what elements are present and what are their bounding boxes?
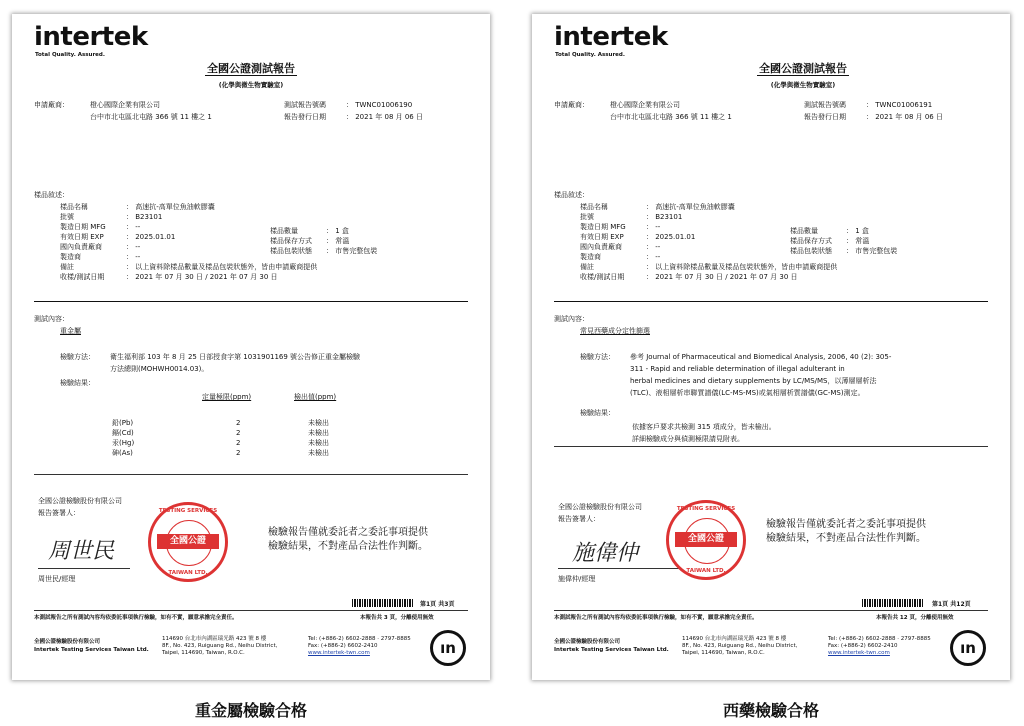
method-line: herbal medicines and dietary supplements by LC/MS/MS，以薄層層析法 [630,377,877,385]
divider [554,610,988,611]
method-line: 方法總則(MOHWH0014.03)。 [110,365,209,373]
report-date: ： 2021 年 08 月 06 日 [866,113,943,121]
method-line: (TLC)、液相層析串聯質譜儀(LC-MS-MS)或氣相層析質譜儀(GC-MS)測定。 [630,389,865,397]
divider [34,610,468,611]
sample-row: 收樣/測試日期 ： 2021 年 07 月 30 日 / 2021 年 07 月 30 日 [60,273,278,281]
method-line: 311 - Rapid and reliable determination of illegal adulterant in [630,365,845,373]
footer-contact [308,636,411,657]
western-drug-report [532,14,1010,680]
sample-row: 批號 ： B23101 [580,213,683,221]
signature: 施偉仲 [572,541,639,566]
company-en: Intertek Testing Services Taiwan Ltd. [554,647,669,653]
page-number: 第1頁 共12頁 [932,601,971,608]
signature-line [558,568,680,569]
address-cn: 114690 台北市內湖區瑞光路 423 號 8 樓 [162,636,267,642]
divider [34,301,468,302]
stamp-ring-text: TESTING SERVICES [158,508,218,514]
sample-side-table [790,226,897,256]
sample-side-row: 樣品數量 ： 1 盒 [270,227,349,235]
table-row: 鎘(Cd) 2 未檢出 [112,429,329,437]
results-table [112,418,329,458]
address-en: 8F., No. 423, Ruiguang Rd., Neihu District, [682,643,798,649]
footer-address [682,636,797,657]
signer-label: 報告簽署人： [558,515,600,523]
telephone: Tel: (+886-2) 6602-2888 · 2797-8885 [828,636,931,642]
report-no: ： TWNC01006190 [346,101,413,109]
sample-row: 有效日期 EXP ： 2025.01.01 [580,233,696,241]
sample-row: 製造商 ： -- [60,253,141,261]
stamp-ring-text-bottom: TAIWAN LTD. [168,570,208,576]
footer-address [162,636,277,657]
sample-row: 備註 ： 以上資料除樣品數量及樣品包裝狀態外，皆由申請廠商提供 [60,263,318,271]
signature: 周世民 [48,539,115,564]
footer-note: 本測試報告之所有測試內容均依委託事項執行檢驗，如有不實，願意承擔完全責任。 [34,615,238,621]
intertek-logo: intertek [554,22,668,52]
test-content-label: 測試內容： [554,315,589,323]
test-content-label: 測試內容： [34,315,69,323]
address-en: 8F., No. 423, Ruiguang Rd., Neihu District, [162,643,278,649]
sample-desc-label: 樣品敘述： [34,191,69,199]
footer-page: 本報告共 12 頁，分離使用無效 [876,615,954,621]
sample-row: 收樣/測試日期 ： 2021 年 07 月 30 日 / 2021 年 07 月 30 日 [580,273,798,281]
divider [554,301,988,302]
sample-side-row: 樣品數量 ： 1 盒 [790,227,869,235]
applicant-label: 申請廠商： [34,101,69,109]
method-label: 檢驗方法： [580,353,615,361]
company-stamp [148,502,228,582]
col-limit-header: 定量極限(ppm) [202,393,252,401]
page-number: 第1頁 共3頁 [420,601,455,608]
sample-side-row: 樣品包裝狀態 ： 市售完整包裝 [270,247,378,255]
fax: Fax: (+886-2) 6602-2410 [308,643,378,649]
table-row: 汞(Hg) 2 未檢出 [112,439,329,447]
stamp-ring-text-bottom: TAIWAN LTD. [686,568,726,574]
signer-name: 周世民/經理 [38,575,76,583]
company-cn: 全國公證檢驗股份有限公司 [554,639,621,645]
logo-tagline: Total Quality. Assured. [35,52,105,58]
caption-heavy-metal: 重金屬檢驗合格 [194,701,307,720]
sample-side-row: 樣品保存方式 ： 常溫 [270,237,350,245]
company-cn: 全國公證檢驗股份有限公司 [34,639,101,645]
disclaimer-line: 檢驗結果，不對產品合法性作判斷。 [268,541,428,552]
result-line: 詳細檢驗成分與偵測極限請見附表。 [632,435,744,443]
intertek-logo: intertek [34,22,148,52]
address-en: Taipei, 114690, Taiwan, R.O.C. [162,650,245,656]
report-no-label: 測試報告號碼 [284,101,326,109]
signer-name: 施偉仲/經理 [558,575,596,583]
result-line: 依據客戶要求共檢測 315 項成分，皆未檢出。 [632,423,776,431]
method-line: 衛生福利部 103 年 8 月 25 日部授食字第 1031901169 號公告修正重金屬檢驗 [110,353,361,361]
sample-side-row: 樣品包裝狀態 ： 市售完整包裝 [790,247,898,255]
applicant-label: 申請廠商： [554,101,589,109]
stamp-center-text: 全國公證 [675,532,737,547]
applicant-name: 橙心國際企業有限公司 [90,101,160,109]
disclaimer-line: 檢驗報告僅就委託者之委託事項提供 [268,527,428,538]
divider [554,446,988,447]
footer-contact [828,636,931,657]
company-sign: 全國公證檢驗股份有限公司 [558,503,642,511]
footer-page: 本報告共 3 頁，分離使用無效 [360,615,434,621]
col-result-header: 檢出值(ppm) [294,393,337,401]
certification-mark-icon: ın [430,630,466,666]
report-date: ： 2021 年 08 月 06 日 [346,113,423,121]
method-line: 參考 Journal of Pharmaceutical and Biomedical Analysis, 2006, 40 (2): 305- [630,353,892,361]
report-date-label: 報告發行日期 [804,113,846,121]
telephone: Tel: (+886-2) 6602-2888 · 2797-8885 [308,636,411,642]
sample-row: 國內負責廠商 ： -- [580,243,661,251]
address-cn: 114690 台北市內湖區瑞光路 423 號 8 樓 [682,636,787,642]
barcode [352,599,414,607]
signer-label: 報告簽署人： [38,509,80,517]
heavy-metal-report [12,14,490,680]
disclaimer-line: 檢驗報告僅就委託者之委託事項提供 [766,519,926,530]
sample-row: 備註 ： 以上資料除樣品數量及樣品包裝狀態外，皆由申請廠商提供 [580,263,838,271]
sample-row: 批號 ： B23101 [60,213,163,221]
result-label: 檢驗結果： [580,409,615,417]
sample-row: 製造日期 MFG ： -- [60,223,141,231]
report-subtitle: (化學與微生物實驗室) [218,81,284,89]
report-title: 全國公證測試報告 [207,62,295,75]
sample-row: 樣品名稱 ： 高速抗-高單位魚油軟膠囊 [580,203,735,211]
applicant-name: 橙心國際企業有限公司 [610,101,680,109]
disclaimer [766,518,926,546]
stamp-center-text: 全國公證 [157,534,219,549]
signature-line [38,568,130,569]
report-no-label: 測試報告號碼 [804,101,846,109]
logo-tagline: Total Quality. Assured. [555,52,625,58]
address-en: Taipei, 114690, Taiwan, R.O.C. [682,650,765,656]
caption-western-drug: 西藥檢驗合格 [722,701,819,720]
report-no: ： TWNC01006191 [866,101,933,109]
certification-mark-icon: ın [950,630,986,666]
test-item: 重金屬 [60,327,81,335]
result-label: 檢驗結果： [60,379,95,387]
table-row: 砷(As) 2 未檢出 [112,449,329,457]
footer-note: 本測試報告之所有測試內容均依委託事項執行檢驗，如有不實，願意承擔完全責任。 [554,615,758,621]
footer-company [554,638,669,654]
applicant-address: 台中市北屯區北屯路 366 號 11 樓之 1 [610,113,732,121]
sample-desc-label: 樣品敘述： [554,191,589,199]
company-stamp [666,500,746,580]
divider [34,474,468,475]
applicant-address: 台中市北屯區北屯路 366 號 11 樓之 1 [90,113,212,121]
test-item: 常見西藥成分定性篩選 [580,327,650,335]
stamp-ring-text: TESTING SERVICES [676,506,736,512]
footer-company [34,638,149,654]
website-link[interactable]: www.intertek-twn.com [308,650,370,656]
sample-row: 國內負責廠商 ： -- [60,243,141,251]
company-en: Intertek Testing Services Taiwan Ltd. [34,647,149,653]
method-label: 檢驗方法： [60,353,95,361]
sample-row: 樣品名稱 ： 高速抗-高單位魚油軟膠囊 [60,203,215,211]
report-date-label: 報告發行日期 [284,113,326,121]
sample-row: 有效日期 EXP ： 2025.01.01 [60,233,176,241]
report-subtitle: (化學與微生物實驗室) [770,81,836,89]
report-title: 全國公證測試報告 [759,62,847,75]
sample-row: 製造商 ： -- [580,253,661,261]
sample-side-row: 樣品保存方式 ： 常溫 [790,237,870,245]
website-link[interactable]: www.intertek-twn.com [828,650,890,656]
barcode [862,599,924,607]
company-sign: 全國公證檢驗股份有限公司 [38,497,122,505]
sample-side-table [270,226,377,256]
sample-row: 製造日期 MFG ： -- [580,223,661,231]
table-row: 鉛(Pb) 2 未檢出 [112,419,329,427]
disclaimer-line: 檢驗結果，不對產品合法性作判斷。 [766,533,926,544]
disclaimer [268,526,428,554]
fax: Fax: (+886-2) 6602-2410 [828,643,898,649]
